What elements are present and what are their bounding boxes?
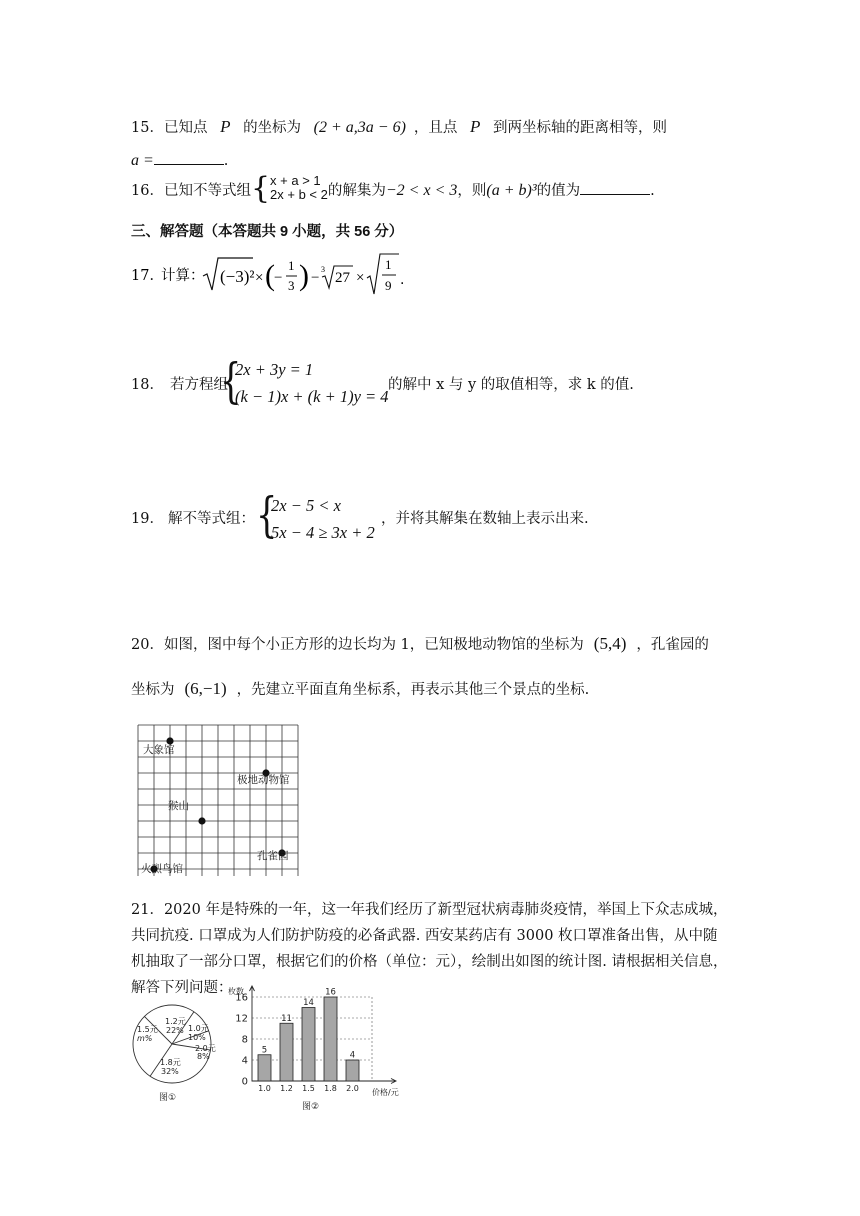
q20-text-3: 坐标为 [131, 682, 175, 698]
question-number: 18． [131, 377, 164, 393]
slice-label-2-0: 2.0元 [195, 1044, 216, 1053]
q21-text-2: 共同抗疫. 口罩成为人们防护防疫的必备武器. 西安某药店有 3000 枚口罩准备出售，从中随 [131, 928, 718, 944]
label-elephant: 大象馆 [143, 744, 175, 756]
slice-pct-2-0: 8% [197, 1052, 210, 1061]
minus-sign: − [311, 270, 320, 286]
pie-caption: 图① [159, 1093, 177, 1103]
q20-text-2: ，孔雀园的 [636, 637, 709, 653]
question-number: 21． [131, 902, 164, 918]
bar-chart [225, 985, 415, 1113]
answer-blank[interactable] [154, 150, 224, 165]
times-sign: × [255, 270, 264, 286]
brace-icon: { [220, 353, 242, 409]
bar-value-label: 5 [261, 1045, 268, 1056]
q20-text-4: ，先建立平面直角坐标系，再表示其他三个景点的坐标. [236, 682, 590, 698]
system-line-2: 5x − 4 ≥ 3x + 2 [271, 523, 375, 542]
question-number: 20． [131, 637, 164, 653]
polar-coord: (5,4) [593, 634, 627, 653]
var-p: P [220, 117, 231, 136]
bar [346, 1060, 359, 1081]
system-line-1: 2x + 3y = 1 [235, 360, 314, 379]
bar-value-label: 11 [281, 1013, 292, 1024]
period: . [400, 272, 405, 288]
y-tick-label: 12 [235, 1013, 248, 1025]
question-21 [131, 897, 727, 1001]
slice-pct-1-5: m% [137, 1034, 153, 1043]
question-number: 19． [131, 511, 164, 527]
q16-text-4: 的值为 [536, 183, 581, 199]
q21-text-1: 2020 年是特殊的一年，这一年我们经历了新型冠状病毒肺炎疫情，举国上下众志成城， [163, 902, 728, 918]
q18-text-1: 若方程组 [169, 377, 228, 393]
map-point [198, 817, 205, 824]
question-number: 16． [131, 183, 164, 199]
bar-caption: 图② [302, 1102, 320, 1112]
brace-icon: { [256, 487, 278, 543]
slice-label-1-2: 1.2元 [165, 1017, 186, 1026]
pie-chart [129, 1000, 229, 1120]
paren-right-icon: ) [299, 259, 309, 292]
x-tick-label: 1.8 [324, 1084, 337, 1093]
question-20-line-1 [131, 634, 709, 655]
x-tick-label: 1.5 [302, 1084, 315, 1093]
q16-text-1: 已知不等式组 [163, 183, 251, 199]
q15-text-1: 已知点 [163, 120, 208, 136]
label-flamingo: 火烈鸟馆 [141, 863, 183, 875]
label-peacock: 孔雀园 [257, 850, 289, 862]
brace-icon: { [250, 171, 271, 206]
period: . [650, 183, 655, 199]
slice-label-1-0: 1.0元 [188, 1024, 209, 1033]
bar-value-label: 4 [349, 1050, 356, 1061]
q17-label: 计算： [161, 268, 205, 284]
section-heading: 三、解答题（本答题共 9 小题，共 56 分） [131, 224, 404, 240]
system-line-2: (k − 1)x + (k + 1)y = 4 [235, 387, 389, 406]
slice-pct-1-0: 10% [188, 1033, 206, 1042]
times-sign-2: × [356, 270, 365, 286]
q21-text-4: 解答下列问题： [131, 980, 233, 996]
x-tick-label: 2.0 [346, 1084, 359, 1093]
bar-value-label: 16 [325, 987, 336, 998]
answer-blank[interactable] [580, 180, 650, 195]
y-tick-label: 8 [241, 1034, 248, 1046]
bar [280, 1023, 293, 1081]
q19-prefix [131, 509, 255, 529]
slice-pct-1-2: 22% [166, 1026, 184, 1035]
inequality-system [270, 174, 328, 202]
q21-line-1 [131, 897, 727, 923]
system-line-2: 2x + b < 2 [270, 187, 328, 202]
label-polar: 极地动物馆 [237, 774, 290, 786]
slice-label-1-8: 1.8元 [160, 1058, 181, 1067]
period: . [223, 153, 229, 169]
zoo-map-grid [137, 724, 307, 876]
x-tick-label: 1.0 [258, 1084, 271, 1093]
y-tick-label: 16 [235, 992, 248, 1004]
q18-prefix [131, 375, 228, 395]
q19-text-2: ，并将其解集在数轴上表示出来. [381, 511, 589, 527]
q21-text-3: 机抽取了一部分口罩，根据它们的价格（单位：元），绘制出如图的统计图. 请根据相关信息， [131, 954, 728, 970]
bar-value-label: 14 [303, 998, 314, 1008]
minus-sign-icon: − [274, 270, 283, 286]
question-number: 15． [131, 120, 164, 136]
question-15 [131, 117, 667, 138]
label-monkey: 猴山 [168, 800, 189, 812]
paren-left-icon: ( [265, 259, 275, 292]
y-tick-label: 0 [241, 1076, 248, 1088]
q16-text-3: ，则 [457, 183, 487, 199]
map-labels [141, 743, 290, 875]
cube-root-radicand: 27 [335, 270, 350, 286]
expression: (a + b)³ [486, 182, 537, 199]
question-20-line-2 [131, 679, 589, 700]
slice-pct-1-8: 32% [161, 1067, 179, 1076]
x-tick-label: 1.2 [280, 1084, 293, 1093]
frac-one-icon: 1 [288, 258, 295, 273]
solution-range: −2 < x < 3 [385, 182, 458, 199]
bar [324, 997, 337, 1081]
fraction-numerator: 1 [385, 257, 392, 272]
cube-root-index: 3 [321, 265, 325, 274]
q15-text-3: ，且点 [413, 120, 458, 136]
var-a-equals: a = [131, 152, 154, 169]
x-tick-labels [258, 1084, 359, 1093]
bar [258, 1055, 271, 1081]
slice-label-1-5: 1.5元 [137, 1025, 158, 1034]
fraction-denominator: 9 [385, 278, 392, 293]
system-line-1: x + a > 1 [270, 173, 321, 188]
y-axis-label: 枚数 [228, 987, 244, 996]
question-number: 17． [131, 268, 164, 284]
frac-three-icon: 3 [288, 278, 295, 293]
q15-text-4: 到两坐标轴的距离相等，则 [493, 120, 668, 136]
sqrt-icon-2 [367, 254, 399, 294]
var-p-2: P [470, 117, 481, 136]
point-coordinate: (2 + a,3a − 6) [313, 119, 406, 136]
q15-text-2: 的坐标为 [243, 120, 302, 136]
bar [302, 1008, 315, 1082]
q20-text-1: 如图，图中每个小正方形的边长均为 1，已知极地动物馆的坐标为 [163, 637, 584, 653]
y-tick-labels [235, 993, 248, 1088]
sqrt-radicand: (−3)² [220, 267, 255, 286]
y-tick-label: 4 [241, 1055, 248, 1067]
peacock-coord: (6,−1) [184, 679, 227, 698]
q19-text-1: 解不等式组： [167, 511, 255, 527]
q17-formula [131, 254, 431, 298]
system-line-1: 2x − 5 < x [271, 496, 341, 515]
bar-grid [250, 986, 397, 1084]
question-16 [131, 171, 655, 206]
question-15-answer-line [131, 150, 228, 171]
x-axis-label: 价格/元 [372, 1088, 399, 1097]
q18-text-2: 的解中 x 与 y 的取值相等，求 k 的值. [388, 377, 634, 393]
q16-text-2: 的解集为 [327, 183, 386, 199]
